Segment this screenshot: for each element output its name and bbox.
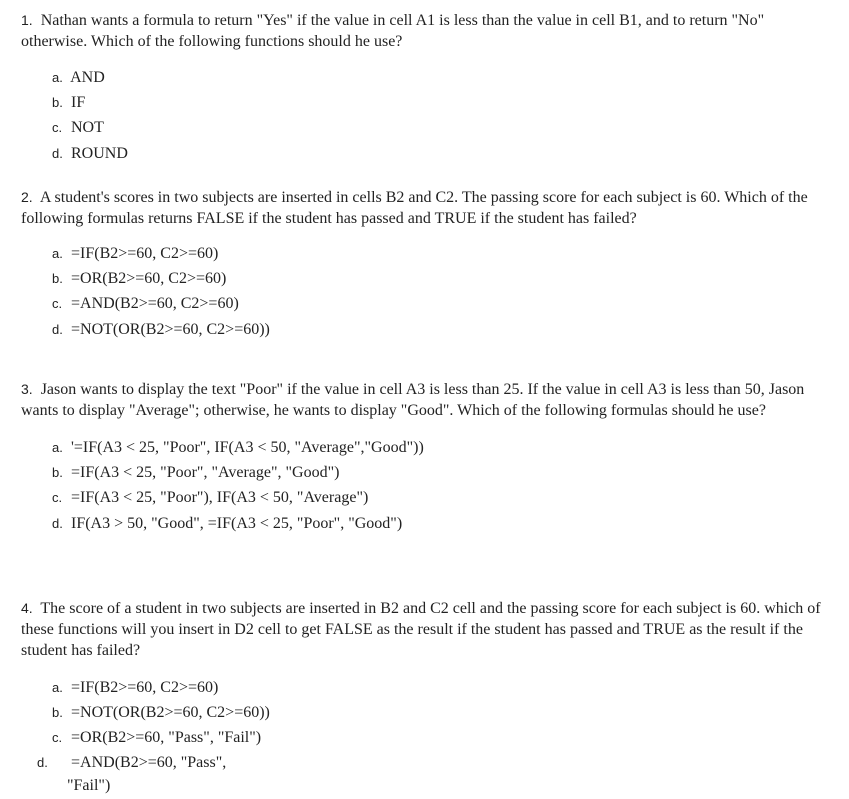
question-4-stem: [21, 598, 833, 661]
question-4-options: [37, 675, 833, 797]
option-letter: a.: [52, 70, 63, 85]
question-2-text: A student's scores in two subjects are inserted in cells B2 and C2. The passing score for each subject is 60. Which of the following formulas returns FALSE if the student has passed and TRUE if the student has failed?: [21, 189, 808, 227]
option-text: =IF(B2>=60, C2>=60): [71, 245, 219, 262]
question-3-option-b[interactable]: [52, 460, 833, 485]
question-3-options: [52, 435, 833, 536]
option-letter: c.: [52, 296, 63, 312]
option-letter: b.: [52, 271, 63, 287]
question-1-option-a[interactable]: [52, 65, 833, 90]
option-text: =AND(B2>=60, "Pass", "Fail"): [67, 753, 227, 794]
question-4: [21, 598, 833, 797]
option-letter: d.: [52, 515, 63, 531]
option-letter: c.: [52, 120, 63, 136]
question-3-number: 3.: [21, 381, 33, 397]
question-4-option-b[interactable]: [52, 700, 833, 725]
question-4-number: 4.: [21, 600, 33, 616]
option-letter: d.: [37, 754, 48, 770]
question-2-option-a[interactable]: [52, 241, 833, 266]
question-4-text: The score of a student in two subjects are inserted in B2 and C2 cell and the passing score for each subject is 60. which of these functions will you insert in D2 cell to get FALSE as the result if the student has passed and TRUE as the result if the student has failed?: [21, 600, 821, 659]
question-1-stem: [21, 10, 833, 52]
option-text: =NOT(OR(B2>=60, C2>=60)): [71, 704, 270, 722]
option-text: NOT: [71, 119, 104, 137]
question-2: [21, 187, 833, 342]
question-2-number: 2.: [21, 189, 33, 205]
question-4-option-d[interactable]: [37, 751, 267, 797]
question-2-options: [52, 241, 833, 342]
question-1-option-b[interactable]: [52, 90, 833, 115]
option-text: =NOT(OR(B2>=60, C2>=60)): [71, 320, 270, 338]
question-4-option-a[interactable]: [52, 675, 833, 700]
option-text: =OR(B2>=60, "Pass", "Fail"): [71, 729, 262, 747]
option-text: =IF(A3 < 25, "Poor", "Average", "Good"): [71, 464, 340, 482]
option-text: =AND(B2>=60, C2>=60): [71, 295, 239, 313]
question-1-option-c[interactable]: [52, 115, 833, 140]
option-letter: d.: [52, 145, 63, 161]
question-2-option-b[interactable]: [52, 266, 833, 291]
option-text: IF(A3 > 50, "Good", =IF(A3 < 25, "Poor", "Good"): [71, 514, 403, 532]
option-letter: a.: [52, 680, 63, 695]
option-letter: b.: [52, 705, 63, 721]
question-3-text: Jason wants to display the text "Poor" if the value in cell A3 is less than 25. If the value in cell A3 is less than 50, Jason wants to display "Average"; otherwise, he wants to display "Good". Which of the following formulas should he use?: [21, 381, 805, 419]
option-letter: c.: [52, 490, 63, 506]
question-2-stem: [21, 187, 833, 229]
question-1: [21, 10, 833, 166]
question-1-number: 1.: [21, 12, 33, 28]
option-text: AND: [70, 69, 105, 86]
option-letter: c.: [52, 730, 63, 746]
option-letter: b.: [52, 465, 63, 481]
question-3-option-c[interactable]: [52, 485, 833, 510]
option-letter: d.: [52, 321, 63, 337]
option-text: '=IF(A3 < 25, "Poor", IF(A3 < 50, "Average","Good")): [71, 439, 424, 456]
option-text: IF: [71, 94, 86, 112]
option-letter: b.: [52, 95, 63, 111]
option-text: ROUND: [71, 144, 128, 162]
question-1-option-d[interactable]: [52, 141, 833, 166]
option-letter: a.: [52, 246, 63, 261]
question-1-options: [52, 65, 833, 166]
question-3-option-d[interactable]: [52, 511, 833, 536]
question-2-option-d[interactable]: [52, 317, 833, 342]
question-4-option-c[interactable]: [52, 725, 833, 750]
option-text: =OR(B2>=60, C2>=60): [71, 270, 227, 288]
question-3-stem: [21, 379, 833, 421]
question-3: [21, 379, 833, 536]
option-text: =IF(B2>=60, C2>=60): [71, 679, 219, 696]
question-2-option-c[interactable]: [52, 291, 833, 316]
option-letter: a.: [52, 440, 63, 455]
question-1-text: Nathan wants a formula to return "Yes" if the value in cell A1 is less than the value in cell B1, and to return "No" otherwise. Which of the following functions should he use?: [21, 12, 765, 50]
option-text: =IF(A3 < 25, "Poor"), IF(A3 < 50, "Average"): [71, 489, 369, 507]
question-3-option-a[interactable]: [52, 435, 833, 460]
